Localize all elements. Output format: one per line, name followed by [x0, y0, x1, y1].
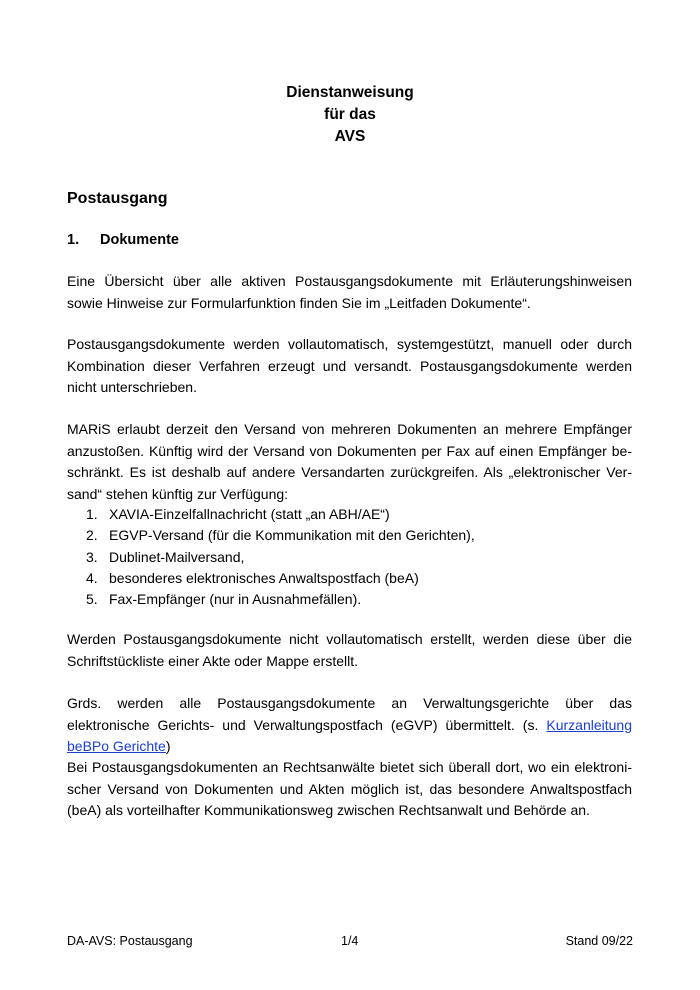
list-item-number: 3.	[86, 548, 98, 565]
paragraph-text: Postausgangsdokumente werden vollautomatisch, systemgestützt, manuell oder durch Kombination dieser Verfahren erzeugt und versandt. Postausgangsdokumente werden nicht unterschrieben.	[67, 336, 632, 396]
paragraph-manual-creation	[67, 629, 632, 672]
paragraph-generation	[67, 334, 632, 399]
kurzanleitung-link[interactable]: Kurzanleitung beBPo Gerichte	[67, 716, 632, 755]
subsection-heading	[67, 229, 179, 251]
list-item	[67, 504, 632, 525]
list-item-text: XAVIA-Einzelfallnachricht (statt „an ABH/AE“)	[109, 506, 390, 522]
document-title	[0, 82, 700, 148]
paragraph-egvp	[67, 693, 632, 758]
title-line-3: AVS	[334, 128, 366, 145]
paragraph-text: Werden Postausgangsdokumente nicht vollautomatisch erstellt, werden diese über die Schriftstückliste einer Akte oder Mappe erstellt.	[67, 631, 632, 669]
paragraph-egvp-end: )	[165, 738, 171, 755]
paragraph-text	[67, 693, 632, 758]
subsection-title: Dokumente	[100, 232, 179, 248]
paragraph-bea	[67, 757, 632, 822]
paragraph-maris	[67, 419, 632, 505]
list-item	[67, 568, 632, 589]
paragraph-text: Eine Übersicht über alle aktiven Postausgangsdokumente mit Erläuterungshinweisen sowie Hinweise zur Formularfunktion finden Sie im „Leitfaden Dokumente“.	[67, 273, 632, 311]
list-item-number: 1.	[86, 506, 98, 522]
section-heading: Postausgang	[67, 190, 168, 207]
list-item-text: Dublinet-Mailversand,	[109, 548, 245, 565]
paragraph-text: MARiS erlaubt derzeit den Versand von mehreren Dokumenten an mehrere Empfänger anzustoßen. Künftig wird der Versand von Dokumenten per Fax auf einen Empfänger beschränkt. Es ist deshalb auf andere Versandarten zurückgreifen. Als „elektronischer Versand“ stehen künftig zur Verfügung:	[67, 421, 632, 502]
list-item-number: 5.	[86, 591, 98, 608]
title-line-1: Dienstanweisung	[286, 84, 414, 101]
footer-status-date: Stand 09/22	[565, 934, 633, 948]
list-item	[67, 589, 632, 610]
footer-document-name: DA-AVS: Postausgang	[67, 934, 193, 948]
footer-page-number: 1/4	[341, 934, 359, 948]
paragraph-overview	[67, 271, 632, 314]
shipping-methods-list	[67, 504, 632, 610]
paragraph-egvp-text: Grds. werden alle Postausgangsdokumente an Verwaltungsgerichte über das elektronische Gerichts- und Verwaltungspostfach (eGVP) übermittelt. (s.	[67, 695, 632, 733]
list-item	[67, 525, 632, 546]
list-item	[67, 547, 632, 568]
list-item-text: EGVP-Versand (für die Kommunikation mit den Gerichten),	[109, 527, 475, 544]
title-line-2: für das	[324, 106, 376, 123]
list-item-text: Fax-Empfänger (nur in Ausnahmefällen).	[109, 591, 362, 608]
list-item-text: besonderes elektronisches Anwaltspostfach (beA)	[109, 569, 419, 586]
list-item-number: 4.	[86, 569, 98, 586]
paragraph-text: Bei Postausgangsdokumenten an Rechtsanwälte bietet sich überall dort, wo ein elektronischer Versand von Dokumenten und Akten möglich ist, das besondere Anwaltspostfach (beA) als vorteilhafter Kommunikationsweg zwischen Rechtsanwalt und Behörde an.	[67, 759, 632, 819]
subsection-number: 1.	[67, 232, 80, 248]
list-item-number: 2.	[86, 527, 98, 544]
